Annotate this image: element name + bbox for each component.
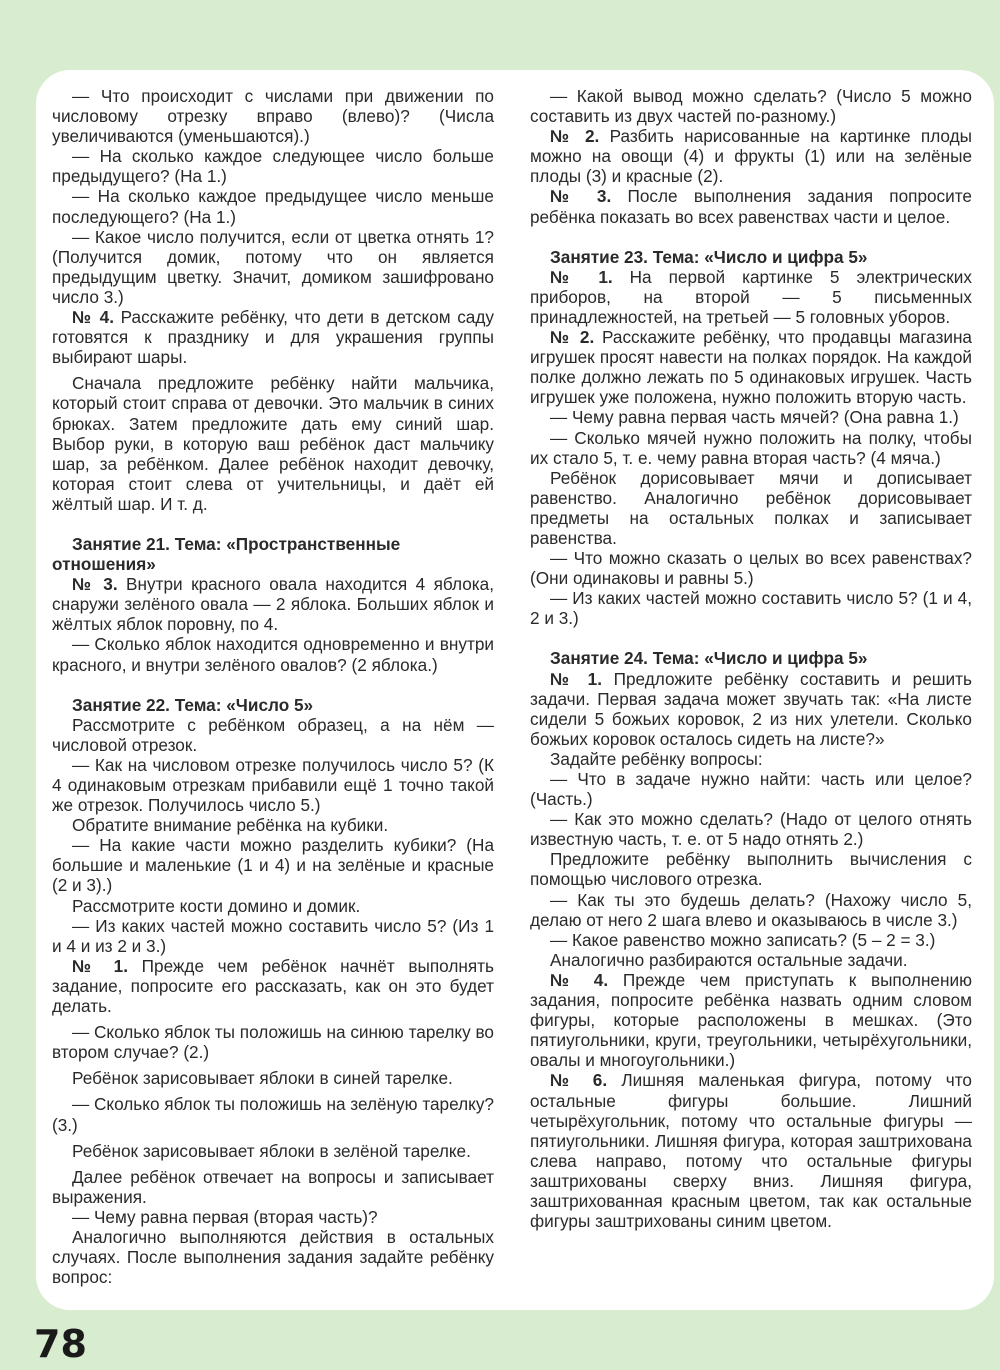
task-number: № 4. bbox=[72, 307, 114, 328]
task-number: № 4. bbox=[550, 969, 609, 990]
paragraph: — Как ты это будешь делать? (Нахожу число 5, делаю от него 2 шага влево и оказываюсь в числе 3.) bbox=[530, 889, 972, 930]
paragraph: — Сколько яблок находится одновременно и внутри красного, и внутри зелёного овалов? (2 яблока.) bbox=[52, 634, 494, 675]
paragraph: — Из каких частей можно составить число 5? (Из 1 и 4 и из 2 и 3.) bbox=[52, 915, 494, 956]
paragraph: — Какой вывод можно сделать? (Число 5 можно составить из двух частей по-разному.) bbox=[530, 86, 972, 127]
paragraph bbox=[530, 970, 972, 1070]
paragraph bbox=[530, 186, 972, 226]
paragraph: Рассмотрите с ребёнком образец, а на нём — числовой отрезок. bbox=[52, 714, 494, 755]
paragraph-text: Предложите ребёнку составить и решить задачи. Первая задача может звучать так: «На листе сидели 5 божьих коровок, 2 из них улетели. Сколько божьих коровок осталось сидеть на листе?» bbox=[530, 668, 972, 749]
paragraph: Предложите ребёнку выполнить вычисления с помощью числового отрезка. bbox=[530, 849, 972, 890]
paragraph-text: Разбить нарисованные на картинке плоды можно на овощи (4) и фрукты (1) или на зелёные плоды (3) и красные (2). bbox=[530, 126, 972, 187]
paragraph: — Чему равна первая часть мячей? (Она равна 1.) bbox=[550, 407, 959, 428]
paragraph bbox=[52, 574, 494, 634]
paragraph: — Что происходит с числами при движении по числовому отрезку вправо (влево)? (Числа увеличиваются (уменьшаются).) bbox=[52, 86, 494, 147]
paragraph: — Сколько яблок ты положишь на зелёную тарелку? (3.) bbox=[52, 1094, 494, 1135]
paragraph: Обратите внимание ребёнка на кубики. bbox=[72, 815, 389, 836]
paragraph: Ребёнок дорисовывает мячи и дописывает равенство. Аналогично ребёнок дорисовывает предметы на остальных полках и записывает равенства. bbox=[530, 467, 972, 548]
paragraph: — На какие части можно разделить кубики? (На большие и маленькие (1 и 4) и на зелёные и красные (2 и 3).) bbox=[52, 835, 494, 896]
paragraph bbox=[530, 267, 972, 327]
paragraph: — Как это можно сделать? (Надо от целого отнять известную часть, т. е. от 5 надо отнять 2.) bbox=[530, 809, 972, 850]
task-number: № 6. bbox=[550, 1070, 608, 1091]
paragraph-text: Прежде чем приступать к выполнению задания, попросите ребёнка назвать одним словом фигуры, которые расположены в мешках. (Это пятиугольники, круги, треугольники, четырёхугольники, овалы и многоугольники.) bbox=[530, 969, 972, 1071]
lesson-heading-23: Занятие 23. Тема: «Число и цифра 5» bbox=[550, 246, 868, 267]
paragraph: Ребёнок зарисовывает яблоки в зелёной тарелке. bbox=[72, 1140, 471, 1161]
paragraph: — Что можно сказать о целых во всех равенствах? (Они одинаковы и равны 5.) bbox=[530, 548, 972, 589]
paragraph-text: Расскажите ребёнку, что продавцы магазина игрушек просят навести на полках порядок. На каждой полке должно лежать по 5 одинаковых игрушек. Часть игрушек уже положена, нужно положить вторую часть. bbox=[530, 327, 972, 408]
paragraph-text: Внутри красного овала находится 4 яблока, снаружи зелёного овала — 2 яблока. Больших яблок и жёлтых яблок поровну, по 4. bbox=[52, 574, 494, 635]
paragraph bbox=[530, 126, 972, 186]
task-number: № 3. bbox=[550, 186, 612, 207]
paragraph: Далее ребёнок отвечает на вопросы и записывает выражения. bbox=[52, 1166, 494, 1207]
task-number: № 1. bbox=[550, 266, 613, 287]
paragraph bbox=[52, 956, 494, 1016]
paragraph-text: Прежде чем ребёнок начнёт выполнять задание, попросите его рассказать, как он это будет делать. bbox=[52, 955, 494, 1017]
left-column bbox=[52, 86, 494, 1287]
task-number: № 1. bbox=[550, 668, 602, 689]
paragraph: Аналогично выполняются действия в остальных случаях. После выполнения задания задайте ребёнку вопрос: bbox=[52, 1226, 494, 1288]
paragraph: — Что в задаче нужно найти: часть или целое? (Часть.) bbox=[530, 769, 972, 810]
paragraph: Аналогично разбираются остальные задачи. bbox=[550, 949, 908, 970]
paragraph: Сначала предложите ребёнку найти мальчика, который стоит справа от девочки. Это мальчик в синих брюках. Затем предложите дать ему синий шар. Выбор руки, в которую ваш ребёнок даст мальчику шар, за ребёнком. Далее ребёнок находит девочку, которая стоит слева от учительницы, и даёт ей жёлтый шар. И т. д. bbox=[52, 373, 494, 514]
paragraph: Рассмотрите кости домино и домик. bbox=[72, 895, 361, 916]
paragraph-text: Расскажите ребёнку, что дети в детском саду готовятся к празднику и для украшения группы выбирают шары. bbox=[52, 307, 494, 368]
task-number: № 1. bbox=[72, 955, 129, 976]
paragraph: Задайте ребёнку вопросы: bbox=[550, 748, 763, 769]
task-number: № 2. bbox=[550, 126, 600, 147]
paragraph: — На сколько каждое следующее число больше предыдущего? (На 1.) bbox=[52, 146, 494, 187]
lesson-heading-24: Занятие 24. Тема: «Число и цифра 5» bbox=[550, 648, 868, 669]
paragraph: — Чему равна первая (вторая часть)? bbox=[72, 1206, 378, 1227]
right-column bbox=[530, 86, 972, 1231]
paragraph: — Какое число получится, если от цветка отнять 1? (Получится домик, потому что он является предыдущим цветку. Значит, домиком зашифровано число 3.) bbox=[52, 226, 494, 307]
paragraph-text: После выполнения задания попросите ребёнка показать во всех равенствах части и целое. bbox=[530, 186, 972, 227]
paragraph bbox=[530, 327, 972, 407]
paragraph: Ребёнок зарисовывает яблоки в синей тарелке. bbox=[72, 1068, 453, 1089]
paragraph: — Как на числовом отрезке получилось число 5? (К 4 одинаковым отрезкам прибавили ещё 1 точно такой же отрезок. Получилось число 5.) bbox=[52, 754, 494, 816]
task-number: № 3. bbox=[72, 574, 118, 595]
paragraph: — На сколько каждое предыдущее число меньше последующего? (На 1.) bbox=[52, 186, 494, 227]
task-number: № 2. bbox=[550, 327, 595, 348]
paragraph: — Какое равенство можно записать? (5 – 2 = 3.) bbox=[550, 929, 936, 950]
paragraph: — Сколько мячей нужно положить на полку, чтобы их стало 5, т. е. чему равна вторая часть? (4 мяча.) bbox=[530, 427, 972, 468]
lesson-heading-22: Занятие 22. Тема: «Число 5» bbox=[72, 694, 314, 715]
paragraph-text: На первой картинке 5 электрических приборов, на второй — 5 письменных принадлежностей, на третьей — 5 головных уборов. bbox=[530, 266, 972, 327]
paragraph bbox=[530, 1070, 972, 1231]
page-number: 78 bbox=[34, 1322, 87, 1366]
paragraph bbox=[530, 669, 972, 749]
paragraph: — Из каких частей можно составить число 5? (1 и 4, 2 и 3.) bbox=[530, 588, 972, 629]
paragraph: — Сколько яблок ты положишь на синюю тарелку во втором случае? (2.) bbox=[52, 1022, 494, 1063]
paragraph-text: Лишняя маленькая фигура, потому что остальные фигуры большие. Лишний четырёхугольник, потому что остальные фигуры — пятиугольники. Лишняя фигура, которая заштрихована слева направо, потому что остальные фигуры заштрихованы сверху вниз. Лишняя фигура, заштрихованная красным цветом, так как остальные фигуры заштрихованы синим цветом. bbox=[530, 1070, 972, 1232]
paragraph bbox=[52, 307, 494, 367]
lesson-heading-21: Занятие 21. Тема: «Пространственные отношения» bbox=[52, 533, 401, 575]
